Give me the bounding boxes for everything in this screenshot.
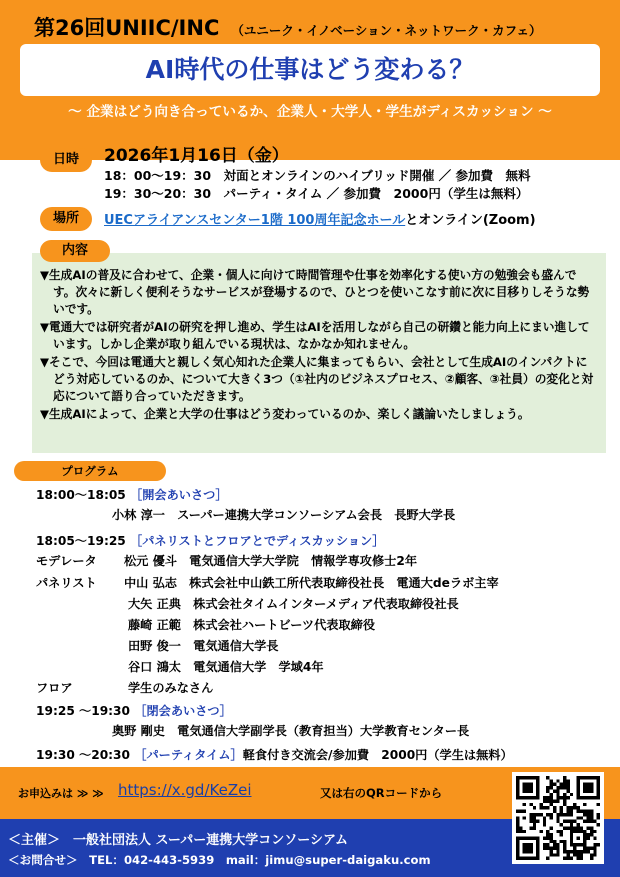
session-closing — [36, 702, 232, 721]
content-label: 内容 — [40, 240, 110, 262]
session-time: 18:05～19:25 — [36, 534, 126, 548]
session-title: ［開会あいさつ］ — [130, 488, 228, 502]
closing-speaker: 奥野 剛史 電気通信大学副学長（教育担当）大学教育センター長 — [112, 724, 470, 738]
floor-role: フロア — [36, 681, 73, 695]
series-sub: （ユニーク・イノベーション・ネットワーク・カフェ） — [231, 23, 542, 38]
session-title: ［パーティタイム］ — [134, 748, 243, 762]
qr-code[interactable] — [512, 772, 604, 864]
moderator: 松元 優斗 電気通信大学大学院 情報学専攻修士2年 — [124, 554, 418, 568]
session-time: 19:25 ～19:30 — [36, 704, 131, 718]
session-party — [36, 746, 513, 765]
venue-link[interactable]: UECアライアンスセンター1階 100周年記念ホール — [104, 213, 406, 228]
content-item: ▼生成AIの普及に合わせて、企業・個人に向けて時間管理や仕事を効率化する使い方の勉強会も盛んです。次々に新しく便利そうなサービスが登場するので、ひとつを使いこなす前に次に目移りしそうな勢いです。 — [40, 268, 590, 316]
event-title: AI時代の仕事はどう変わる？ — [20, 44, 600, 96]
content-list — [40, 267, 596, 424]
moderator-role: モデレータ — [36, 554, 97, 568]
host-line: ＜主催＞ 一般社団法人 スーパー連携大学コンソーシアム — [8, 833, 349, 848]
qr-code-graphic — [516, 776, 600, 860]
panelist: 田野 俊一 電気通信大学長 — [128, 639, 279, 653]
header-band — [0, 0, 620, 160]
panelist-role: パネリスト — [36, 576, 97, 590]
panelist: 中山 弘志 株式会社中山鉄工所代表取締役社長 電通大deラボ主宰 — [124, 576, 499, 590]
schedule-line-2: 19：30～20：30 パーティ・タイム ／ 参加費 2000円（学生は無料） — [104, 186, 529, 201]
datetime-label: 日時 — [40, 148, 92, 172]
series-main: 第26回UNIIC/INC — [34, 16, 220, 40]
panelist: 谷口 鴻太 電気通信大学 学域4年 — [128, 660, 324, 674]
event-subtitle: ～ 企業はどう向き合っているか、企業人・大学人・学生がディスカッション ～ — [68, 104, 552, 120]
panelist: 藤崎 正範 株式会社ハートビーツ代表取締役 — [128, 618, 376, 632]
content-box — [32, 253, 606, 453]
content-item: ▼電通大では研究者がAIの研究を押し進め、学生はAIを活用しながら自己の研鑽と能力向上にまい進しています。しかし企業が取り組んでいる現状は、なかなか知れません。 — [40, 320, 590, 351]
session-opening — [36, 486, 228, 505]
series-title — [34, 12, 586, 42]
schedule-line-1: 18：00～19：30 対面とオンラインのハイブリッド開催 ／ 参加費 無料 — [104, 168, 531, 183]
session-discussion — [36, 532, 384, 551]
qr-note: 又は右のQRコードから — [320, 786, 443, 800]
panelist: 大矢 正典 株式会社タイムインターメディア代表取締役社長 — [128, 597, 459, 611]
floor: 学生のみなさん — [128, 681, 214, 695]
session-title: ［閉会あいさつ］ — [134, 704, 232, 718]
session-time: 19:30 ～20:30 — [36, 748, 131, 762]
opening-speaker: 小林 淳一 スーパー連携大学コンソーシアム会長 長野大学長 — [112, 508, 456, 522]
venue-suffix: とオンライン(Zoom) — [405, 213, 536, 228]
apply-link[interactable]: https://x.gd/KeZei — [118, 781, 252, 799]
session-time: 18:00～18:05 — [36, 488, 126, 502]
apply-label: お申込みは ≫ ≫ — [18, 787, 104, 800]
contact-line: ＜お問合せ＞ TEL：042-443-5939 mail：jimu@super-daigaku.com — [8, 853, 431, 867]
session-title: ［パネリストとフロアとでディスカッション］ — [130, 534, 385, 548]
content-item: ▼そこで、今回は電通大と親しく気心知れた企業人に集まってもらい、会社として生成AIのインパクトにどう対応しているのか、について大きく3つ（①社内のビジネスプロセス、②顧客、③社員）の変化と対応について語り合っていただきます。 — [40, 355, 594, 403]
venue-label: 場所 — [40, 207, 92, 231]
event-date: 2026年1月16日（金） — [104, 146, 289, 166]
program-label: プログラム — [14, 461, 166, 481]
venue — [104, 209, 536, 229]
content-item: ▼生成AIによって、企業と大学の仕事はどう変わっているのか、楽しく議論いたしましょう。 — [40, 407, 530, 421]
party-desc: 軽食付き交流会/参加費 2000円（学生は無料） — [242, 748, 513, 762]
